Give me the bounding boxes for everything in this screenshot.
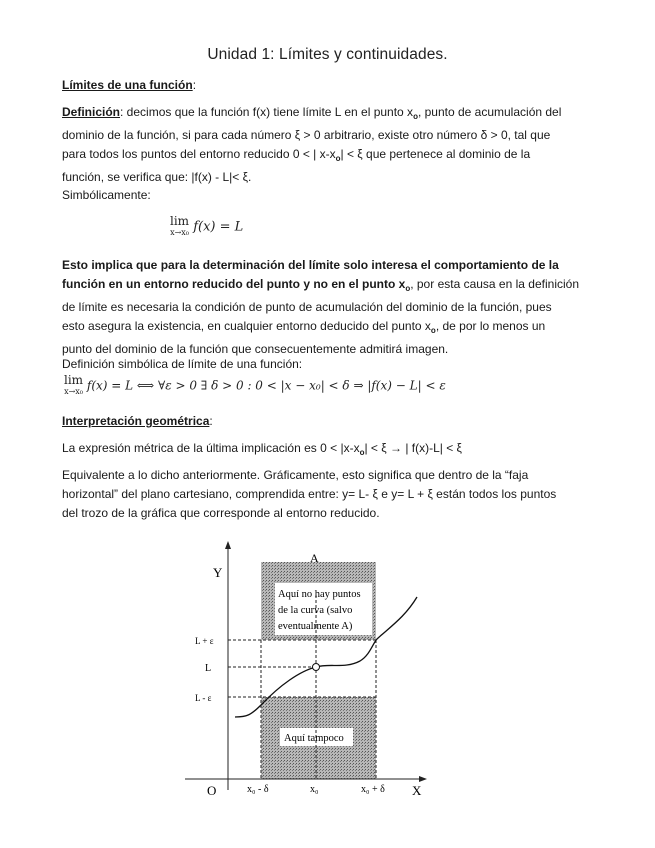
tick-l-plus-epsilon: L + ε bbox=[195, 636, 214, 646]
implication-line3: de límite es necesaria la condición de punto de acumulación del dominio de la función, pues bbox=[62, 300, 552, 314]
equivalence-line2: horizontal” del plano cartesiano, comprendida entre: y= L- ξ e y= L + ξ están todos los puntos bbox=[62, 487, 557, 501]
hollow-point bbox=[313, 664, 320, 671]
implication-line4: esto asegura la existencia, en cualquier entorno deducido del punto x bbox=[62, 319, 431, 333]
implication-paragraph bbox=[62, 256, 602, 359]
metric-text: La expresión métrica de la última implicación es 0 < |x-x bbox=[62, 441, 360, 455]
subscript: o bbox=[335, 154, 341, 163]
implication-line5: punto del dominio de la función que consecuentemente admitirá imagen. bbox=[62, 342, 449, 356]
definition-line1-end: , punto de acumulación del bbox=[417, 105, 562, 119]
implication-line2: función en un entorno reducido del punto y no en el punto x bbox=[62, 277, 406, 291]
formula-limit bbox=[170, 215, 370, 239]
section-heading-limits bbox=[62, 76, 602, 95]
heading-colon: : bbox=[209, 414, 213, 428]
lim-operator bbox=[170, 215, 189, 239]
subscript: o bbox=[405, 284, 411, 293]
tick-l-minus-epsilon: L - ε bbox=[195, 693, 212, 703]
section-heading-geometric bbox=[62, 412, 602, 431]
lim-operator bbox=[64, 374, 83, 398]
equivalence-line1: Equivalente a lo dicho anteriormente. Gráficamente, esto significa que dentro de la “faja bbox=[62, 468, 529, 482]
origin-label: O bbox=[207, 783, 217, 798]
lower-box-text: Aquí tampoco bbox=[284, 733, 344, 744]
definition-line3: para todos los puntos del entorno reducido 0 < | x-x bbox=[62, 147, 336, 161]
definition-line3-end: | < ξ que pertenece al dominio de la bbox=[340, 147, 531, 161]
implication-line2-end: , por esta causa en la definición bbox=[410, 277, 579, 291]
upper-box-text-line1: Aquí no hay puntos bbox=[278, 589, 361, 600]
metric-expression bbox=[62, 439, 602, 462]
lim-subscript: x→x₀ bbox=[64, 387, 83, 396]
definition-line4: función, se verifica que: |f(x) - L|< ξ. bbox=[62, 170, 252, 184]
definition-label: Definición bbox=[62, 105, 121, 119]
formula-body: f(x) = L ⟺ ∀ε > 0 ∃ δ > 0 : 0 < |x − x₀| < δ ⇒ |f(x) − L| < ε bbox=[86, 378, 446, 393]
formula-epsilon-delta bbox=[64, 374, 624, 398]
lim-word: lim bbox=[170, 214, 190, 228]
upper-box-text-line3: eventualmente A) bbox=[278, 621, 353, 632]
lim-subscript: x→x₀ bbox=[170, 228, 189, 237]
equivalence-line3: del trozo de la gráfica que corresponde al entorno reducido. bbox=[62, 506, 380, 520]
x-axis-label: X bbox=[412, 783, 422, 798]
definition-line1: : decimos que la función f(x) tiene límite L en el punto x bbox=[120, 105, 414, 119]
implication-line1: Esto implica que para la determinación del límite solo interesa el comportamiento de la bbox=[62, 258, 559, 272]
symbolic-definition-label: Definición simbólica de límite de una función: bbox=[62, 357, 303, 371]
y-axis-label: Y bbox=[213, 565, 223, 580]
equivalence-paragraph bbox=[62, 466, 602, 523]
page-title: Unidad 1: Límites y continuidades. bbox=[207, 46, 448, 63]
subscript: o bbox=[413, 112, 418, 121]
tick-x0-plus-delta: x₀ + δ bbox=[361, 784, 385, 795]
metric-text-end: | < ξ → | f(x)-L| < ξ bbox=[364, 441, 462, 455]
tick-x0-minus-delta: x₀ - δ bbox=[247, 784, 269, 795]
lim-word: lim bbox=[64, 373, 84, 387]
limit-diagram bbox=[185, 535, 445, 810]
heading-text: Interpretación geométrica bbox=[62, 414, 210, 428]
definition-paragraph bbox=[62, 103, 602, 187]
upper-box-text-line2: de la curva (salvo bbox=[278, 605, 353, 616]
heading-colon: : bbox=[192, 78, 197, 92]
x-axis-arrow-icon bbox=[419, 776, 427, 782]
y-axis-arrow-icon bbox=[225, 541, 231, 549]
subscript: o bbox=[430, 326, 436, 335]
heading-text: Límites de una función bbox=[62, 78, 193, 92]
symbolic-label: Simbólicamente: bbox=[62, 188, 151, 202]
formula-body: f(x) = L bbox=[193, 219, 244, 235]
diagram-svg bbox=[185, 535, 445, 810]
implication-line4-end: , de por lo menos un bbox=[435, 319, 546, 333]
tick-x0: x₀ bbox=[310, 784, 319, 795]
tick-l: L bbox=[205, 663, 212, 674]
subscript: o bbox=[359, 448, 365, 457]
point-a-label: A bbox=[310, 551, 319, 565]
definition-line2: dominio de la función, si para cada número ξ > 0 arbitrario, existe otro número δ > 0, tal que bbox=[62, 128, 551, 142]
